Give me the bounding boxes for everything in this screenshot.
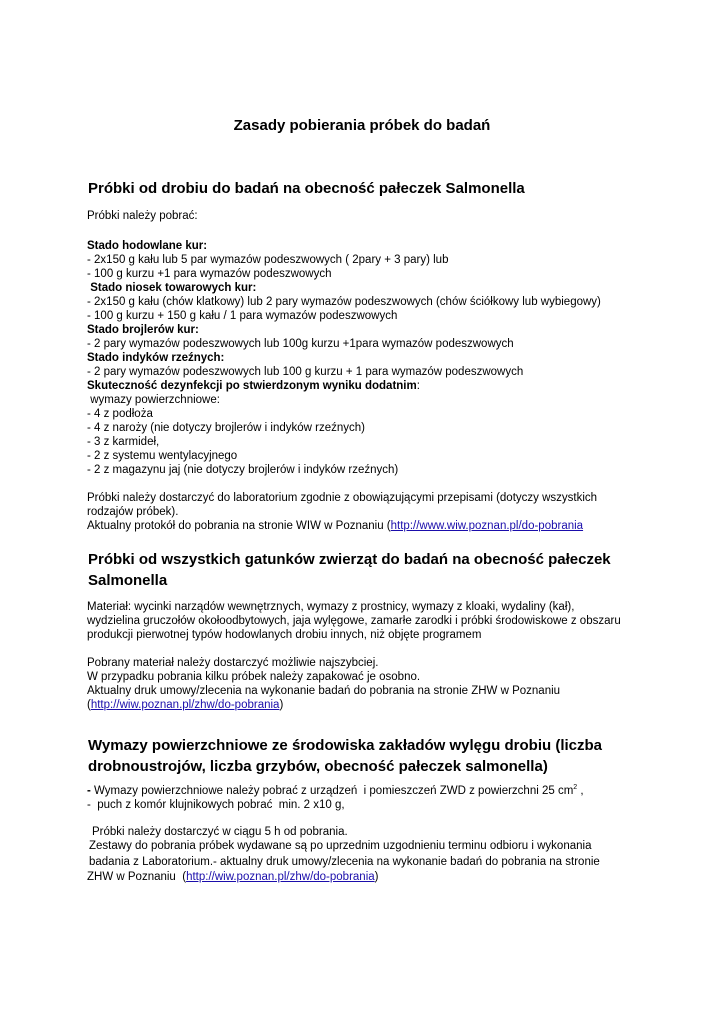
disinfection-item: - 2 z systemu wentylacyjnego: [87, 450, 238, 462]
protocol-line: [87, 519, 635, 533]
paren-close: ): [279, 699, 284, 711]
intro-text: Próbki należy pobrać:: [87, 210, 198, 222]
zhw-download-link[interactable]: http://wiw.poznan.pl/zhw/do-pobrania: [186, 871, 375, 883]
item-dash: -: [87, 785, 91, 797]
instruction-line: Pobrany materiał należy dostarczyć możliwie najszybciej.: [87, 657, 379, 669]
broiler-flock-heading: Stado brojlerów kur:: [87, 324, 199, 336]
protocol-prefix: Aktualny protokół do pobrania na stronie WIW w Poznaniu (: [87, 520, 391, 532]
superscript-2: 2: [573, 784, 578, 792]
swab-item-tail: ,: [577, 785, 584, 797]
breeding-flock-item: - 100 g kurzu +1 para wymazów podeszwowych: [87, 268, 332, 280]
disinfection-heading: Skuteczność dezynfekcji po stwierdzonym wyniku dodatnim: [87, 380, 417, 392]
zhw-download-link[interactable]: http://wiw.poznan.pl/zhw/do-pobrania: [90, 699, 280, 711]
kits-line: Zestawy do pobrania próbek wydawane są po uprzednim uzgodnieniu terminu odbioru i wykonania: [89, 840, 592, 852]
broiler-flock-item: - 2 pary wymazów podeszwowych lub 100g kurzu +1para wymazów podeszwowych: [87, 338, 514, 350]
instruction-line: W przypadku pobrania kilku próbek należy zapakować je osobno.: [87, 671, 421, 683]
section-poultry-delivery: [87, 491, 635, 533]
layers-flock-item: - 100 g kurzu + 150 g kału / 1 para wymazów podeszwowych: [87, 310, 398, 322]
section-heading-hatchery-swabs: [88, 735, 648, 777]
heading-line: Próbki od wszystkich gatunków zwierząt do badań na obecność pałeczek: [88, 551, 611, 568]
section-all-species-material: [87, 600, 627, 642]
disinfection-intro: wymazy powierzchniowe:: [87, 394, 220, 406]
heading-line: Salmonella: [88, 572, 168, 589]
section-hatchery-body: [87, 825, 647, 884]
disinfection-item: - 2 z magazynu jaj (nie dotyczy brojlerów i indyków rzeźnych): [87, 464, 399, 476]
layers-flock-heading: Stado niosek towarowych kur:: [87, 282, 257, 294]
swab-item-text: Wymazy powierzchniowe należy pobrać z urządzeń i pomieszczeń ZWD z powierzchni 25 cm: [90, 785, 574, 797]
disinfection-item: - 4 z podłoża: [87, 408, 153, 420]
protocol-link[interactable]: http://www.wiw.poznan.pl/do-pobrania: [390, 520, 584, 532]
material-text: Materiał: wycinki narządów wewnętrznych, wymazy z prostnicy, wymazy z kloaki, wydaliny (kał), wydzielina gruczołów okołoodbytowych, jaja wylęgowe, zamarłe zarodki i próbki środowiskowe z obszaru produkcji pierwotnej typów hodowlanych drobiu innych, niż objęte programem: [87, 601, 621, 641]
document-title: Zasady pobierania próbek do badań: [233, 117, 491, 134]
kits-line: badania z Laboratorium.- aktualny druk umowy/zlecenia na wykonanie badań do pobrania na stronie: [89, 856, 600, 868]
disinfection-heading-line: [87, 379, 647, 393]
down-item: - puch z komór klujnikowych pobrać min. 2 x10 g,: [87, 799, 345, 811]
swab-item: [87, 784, 647, 798]
zhw-link-line: [87, 870, 647, 884]
disinfection-item: - 3 z karmideł,: [87, 436, 160, 448]
section-all-species-body: [87, 656, 647, 712]
section-poultry-intro: [87, 209, 647, 223]
zhw-prefix: ZHW w Poznaniu (: [87, 871, 187, 883]
delivery-time-note: Próbki należy dostarczyć w ciągu 5 h od pobrania.: [92, 826, 348, 838]
turkey-flock-heading: Stado indyków rzeźnych:: [87, 352, 225, 364]
layers-flock-item: - 2x150 g kału (chów klatkowy) lub 2 pary wymazów podeszwowych (chów ściółkowy lub wybiegowy): [87, 296, 601, 308]
turkey-flock-item: - 2 pary wymazów podeszwowych lub 100 g kurzu + 1 para wymazów podeszwowych: [87, 366, 524, 378]
disinfection-colon: :: [416, 380, 420, 392]
instruction-line: Aktualny druk umowy/zlecenia na wykonanie badań do pobrania na stronie ZHW w Poznaniu: [87, 685, 561, 697]
paren-open: (: [87, 699, 91, 711]
heading-line: Wymazy powierzchniowe ze środowiska zakładów wylęgu drobiu (liczba: [88, 737, 603, 754]
disinfection-item: - 4 z naroży (nie dotyczy brojlerów i indyków rzeźnych): [87, 422, 366, 434]
section-poultry-body: [87, 239, 647, 477]
zhw-link-line: [87, 698, 647, 712]
delivery-note: Próbki należy dostarczyć do laboratorium zgodnie z obowiązującymi przepisami (dotyczy wszystkich rodzajów próbek).: [87, 492, 598, 518]
section-heading-all-species: [88, 549, 648, 591]
paren-close: ): [374, 871, 379, 883]
breeding-flock-item: - 2x150 g kału lub 5 par wymazów podeszwowych ( 2pary + 3 pary) lub: [87, 254, 449, 266]
heading-line: drobnoustrojów, liczba grzybów, obecność pałeczek salmonella): [88, 758, 548, 775]
section-heading-poultry-salmonella: Próbki od drobiu do badań na obecność pałeczek Salmonella: [88, 180, 525, 197]
breeding-flock-heading: Stado hodowlane kur:: [87, 240, 208, 252]
section-hatchery-items: [87, 784, 647, 812]
